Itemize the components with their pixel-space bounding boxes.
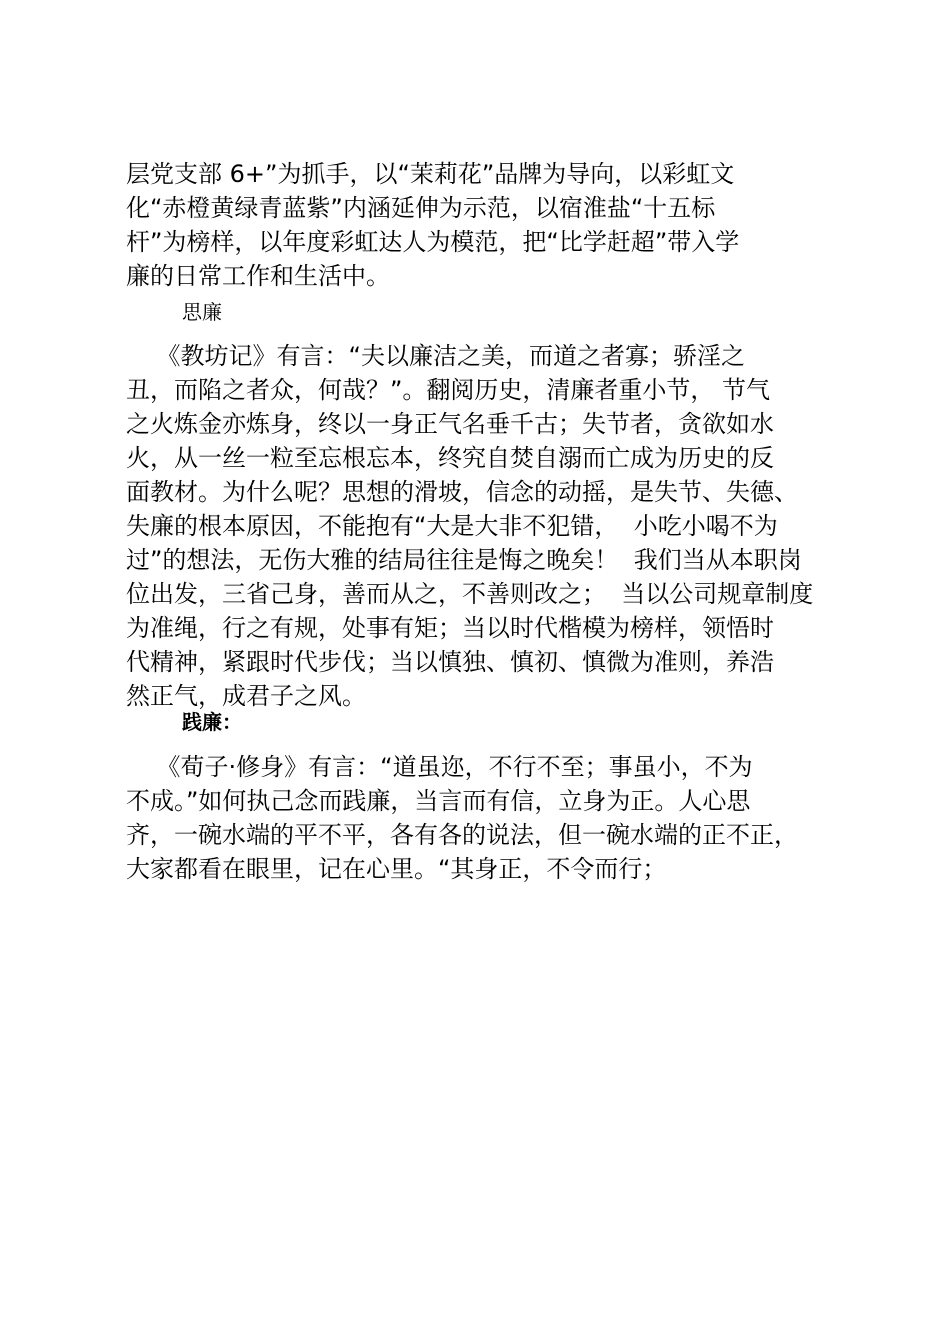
paragraph-line: 大家都看在眼里，记在心里。“其身正，不令而行； (126, 855, 667, 883)
paragraph-line: 然正气，成君子之风。 (126, 682, 366, 710)
section-heading-jianlian (126, 707, 242, 737)
paragraph-line: 失廉的根本原因，不能抱有“大是大非不犯错， 小吃小喝不为 (126, 512, 778, 540)
paragraph-line: 杆”为榜样，以年度彩虹达人为模范，把“比学赶超”带入学 (126, 228, 740, 256)
heading-text: 思廉 (182, 300, 222, 324)
paragraph-line: 不成。”如何执己念而践廉，当言而有信，立身为正。人心思 (126, 787, 751, 815)
paragraph-line: 代精神，紧跟时代步伐；当以慎独、慎初、慎微为准则，养浩 (126, 648, 774, 676)
paragraph-line: 化“赤橙黄绿青蓝紫”内涵延伸为示范，以宿淮盐“十五标 (126, 194, 716, 222)
paragraph-line: 廉的日常工作和生活中。 (126, 262, 390, 290)
heading-text: 践廉： (182, 710, 242, 734)
paragraph-line: 《教坊记》有言：“夫以廉洁之美，而道之者寡；骄淫之 (126, 342, 745, 370)
paragraph-line: 《荀子·修身》有言：“道虽迩，不行不至；事虽小，不为 (126, 753, 753, 781)
paragraph-line: 位出发，三省己身，善而从之，不善则改之； 当以公司规章制度 (126, 580, 814, 608)
paragraph-line: 面教材。为什么呢？思想的滑坡，信念的动摇，是失节、失德、 (126, 478, 798, 506)
paragraph-line: 火，从一丝一粒至忘根忘本，终究自焚自溺而亡成为历史的反 (126, 444, 774, 472)
intro-paragraph (126, 157, 840, 293)
paragraph-line: 丑，而陷之者众，何哉？”。翻阅历史，清廉者重小节， 节气 (126, 376, 771, 404)
silian-paragraph (126, 339, 840, 713)
section-heading-silian (126, 297, 222, 327)
paragraph-line: 层党支部 6+”为抓手，以“茉莉花”品牌为导向，以彩虹文 (126, 160, 735, 188)
paragraph-line: 齐，一碗水端的平不平，各有各的说法，但一碗水端的正不正， (126, 821, 798, 849)
paragraph-line: 为准绳，行之有规，处事有矩；当以时代楷模为榜样，领悟时 (126, 614, 774, 642)
jianlian-paragraph (126, 750, 840, 886)
paragraph-line: 过”的想法，无伤大雅的结局往往是悔之晚矣！ 我们当从本职岗 (126, 546, 802, 574)
paragraph-line: 之火炼金亦炼身，终以一身正气名垂千古；失节者，贪欲如水 (126, 410, 774, 438)
